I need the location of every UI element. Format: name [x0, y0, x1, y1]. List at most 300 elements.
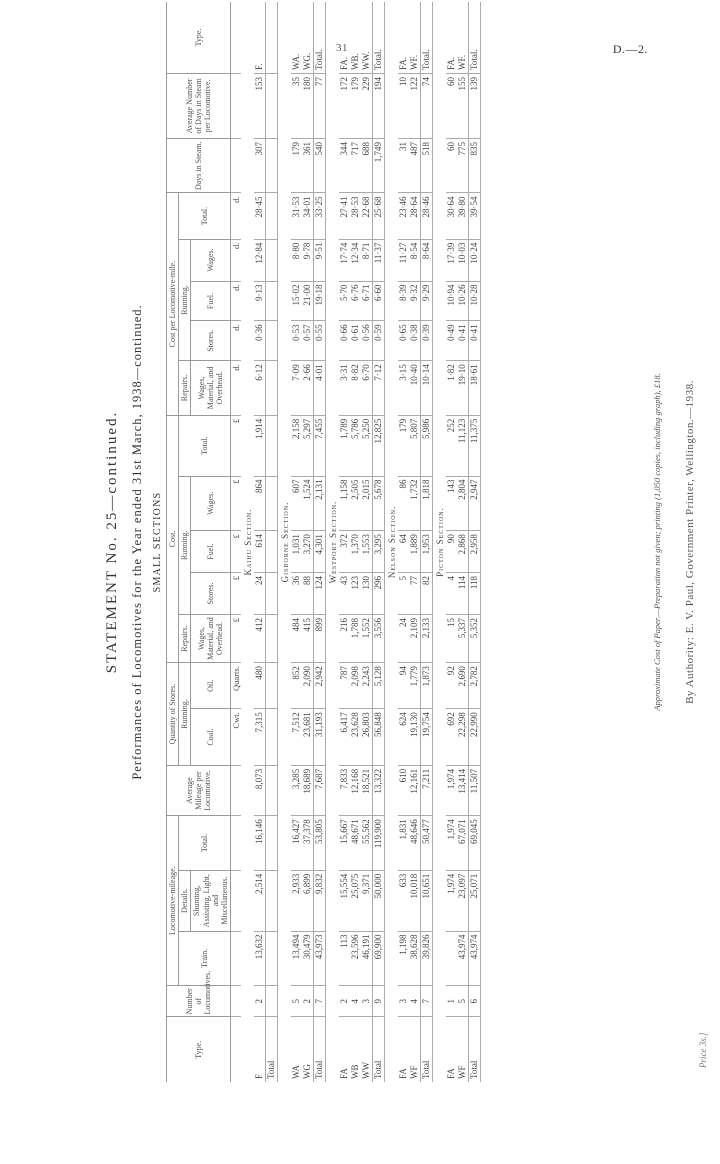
cell-shunt: 6,899 — [302, 870, 313, 931]
cell-stores: 124 — [314, 573, 326, 615]
header-wages-material: Wages, Material, and Overhead. — [191, 614, 231, 662]
cell-shunt: 10,651 — [421, 870, 433, 931]
cell-avg: 610 — [398, 765, 409, 815]
header-train: Train. — [179, 931, 231, 986]
cell-wages: 864 — [254, 476, 265, 531]
cell-ptotal: 28·45 — [254, 193, 265, 239]
header-coal: Coal. — [191, 709, 231, 766]
cell-rep: 2,109 — [409, 614, 420, 662]
cell-fuel: 64 — [398, 531, 409, 573]
cell-avgdays: 35 — [291, 73, 302, 138]
cell-pwages — [266, 239, 278, 281]
cell-pstores: 0·55 — [314, 321, 326, 361]
section-name: Kaihu Section. — [243, 508, 254, 576]
table-total-row — [373, 2, 385, 1082]
header-stores-mile: Stores. — [191, 321, 231, 361]
cell-train: 39,826 — [421, 931, 433, 986]
cell-wages: 2,015 — [361, 476, 372, 531]
cell-ctotal: 5,250 — [361, 415, 372, 476]
cell-type2: WA. — [291, 2, 302, 73]
cell-oil: 787 — [339, 663, 350, 709]
cell-oil: 1,873 — [421, 663, 433, 709]
cell-type: WG — [302, 1064, 313, 1079]
section-row — [241, 2, 254, 1082]
cell-type: Total — [266, 1017, 278, 1082]
section-name: Westport Section. — [328, 500, 339, 584]
header-cost-total: Total. — [179, 415, 231, 476]
unit-cell: d. — [231, 321, 242, 361]
cell-wages — [266, 476, 278, 531]
cell-fuel: 1,553 — [361, 531, 372, 573]
table-total-row — [314, 2, 326, 1082]
cell-pfuel: 21·00 — [302, 281, 313, 321]
cell-rep: 2,133 — [421, 614, 433, 662]
cell-coal: 19,130 — [409, 709, 420, 766]
locomotive-performance-table — [166, 2, 481, 1082]
unit-cell — [231, 138, 242, 193]
cell-n: 4 — [409, 986, 420, 1017]
cell-oil: 852 — [291, 663, 302, 709]
cell-coal: 22,990 — [468, 709, 480, 766]
cell-ptotal: 28·64 — [409, 193, 420, 239]
cell-stores: 88 — [302, 573, 313, 615]
cell-pwages: 12·84 — [254, 239, 265, 281]
header-running-qty: Running. — [179, 663, 191, 766]
unit-cell — [231, 1017, 242, 1082]
cell-coal: 7,512 — [291, 709, 302, 766]
cell-ptotal: 39·54 — [468, 193, 480, 239]
header-fuel-mile: Fuel. — [191, 281, 231, 321]
cell-avg: 1,974 — [446, 765, 457, 815]
cell-oil: 1,779 — [409, 663, 420, 709]
cell-type: Total — [468, 1017, 480, 1082]
cell-total: 16,427 — [291, 816, 302, 871]
table-total-row — [266, 2, 278, 1082]
header-cost-per-mile: Cost per Locomotive-mile. — [167, 193, 179, 415]
cell-avgdays: 180 — [302, 73, 313, 138]
cell-coal: 6,417 — [339, 709, 350, 766]
cell-prep: 6·70 — [361, 361, 372, 416]
cell-train — [266, 931, 278, 986]
unit-cell: £ — [231, 573, 242, 615]
cell-n: 3 — [398, 986, 409, 1017]
cell-pstores: 0·66 — [339, 321, 350, 361]
cell-pfuel: 19·18 — [314, 281, 326, 321]
cell-pstores — [266, 321, 278, 361]
cell-pstores: 0·41 — [457, 321, 468, 361]
cell-avgdays: 179 — [350, 73, 361, 138]
cell-avgdays: 139 — [468, 73, 480, 138]
cell-avgdays: 172 — [339, 73, 350, 138]
cell-wages: 607 — [291, 476, 302, 531]
cell-type: WW — [361, 1062, 372, 1079]
cell-coal: 56,848 — [373, 709, 385, 766]
cell-prep: 10·14 — [421, 361, 433, 416]
unit-cell: Quarts. — [231, 663, 242, 709]
cell-ptotal: 28·53 — [350, 193, 361, 239]
cell-type2: FA. — [398, 2, 409, 73]
cell-fuel: 2,958 — [468, 531, 480, 573]
cell-days — [266, 138, 278, 193]
cell-ctotal: 7,455 — [314, 415, 326, 476]
cell-stores: 24 — [254, 573, 265, 615]
cell-wages: 2,505 — [350, 476, 361, 531]
cell-prep: 8·82 — [350, 361, 361, 416]
cell-type2: WW. — [361, 2, 372, 73]
cell-wages: 5,678 — [373, 476, 385, 531]
cell-pwages: 8·80 — [291, 239, 302, 281]
cell-oil: 94 — [398, 663, 409, 709]
cell-type2: WG. — [302, 2, 313, 73]
header-loco-mileage: Locomotive-mileage. — [167, 816, 179, 986]
cell-ptotal: 28·46 — [421, 193, 433, 239]
cell-total: 55,562 — [361, 816, 372, 871]
cell-avg — [266, 765, 278, 815]
cell-avg: 12,161 — [409, 765, 420, 815]
cell-shunt: 1,974 — [446, 870, 457, 931]
cell-pwages: 11·27 — [398, 239, 409, 281]
cell-pwages: 8·54 — [409, 239, 420, 281]
cell-wages: 2,131 — [314, 476, 326, 531]
cell-pstores: 0·61 — [350, 321, 361, 361]
cell-prep: 19·10 — [457, 361, 468, 416]
cell-train: 13,632 — [254, 931, 265, 986]
cell-type2: WF. — [457, 2, 468, 73]
cell-fuel: 2,868 — [457, 531, 468, 573]
cell-wages: 2,804 — [457, 476, 468, 531]
cell-pfuel: 6·60 — [373, 281, 385, 321]
header-repairs: Repairs. — [179, 614, 191, 662]
cell-type: FA — [398, 1068, 409, 1079]
cell-type2: FA. — [446, 2, 457, 73]
cell-days: 775 — [457, 138, 468, 193]
cell-pfuel: 9·29 — [421, 281, 433, 321]
cell-avg: 12,168 — [350, 765, 361, 815]
cell-pfuel: 5·70 — [339, 281, 350, 321]
unit-cell: Cwt. — [231, 709, 242, 766]
cell-ctotal: 1,914 — [254, 415, 265, 476]
header-repairs-mile: Repairs. — [179, 361, 191, 416]
header-details: Details. — [179, 870, 191, 931]
cell-n: 3 — [361, 986, 372, 1017]
cell-type2 — [266, 2, 278, 73]
cell-days: 688 — [361, 138, 372, 193]
table-body — [231, 2, 481, 1082]
cell-pstores: 0·36 — [254, 321, 265, 361]
cell-train: 113 — [339, 931, 350, 986]
cell-avg: 11,507 — [468, 765, 480, 815]
cell-type: Total — [421, 1017, 433, 1082]
cell-total: 1,831 — [398, 816, 409, 871]
cell-total: 1,974 — [446, 816, 457, 871]
cell-prep: 7·12 — [373, 361, 385, 416]
section-row — [326, 2, 339, 1082]
cell-avg: 13,322 — [373, 765, 385, 815]
cell-total: 37,378 — [302, 816, 313, 871]
cell-train — [446, 931, 457, 986]
cell-rep: 899 — [314, 614, 326, 662]
cell-pwages: 17·39 — [446, 239, 457, 281]
cell-total: 15,667 — [339, 816, 350, 871]
cell-avg: 7,211 — [421, 765, 433, 815]
cell-ctotal — [266, 415, 278, 476]
cell-pfuel: 9·13 — [254, 281, 265, 321]
unit-cell: £ — [231, 476, 242, 531]
cell-avg: 18,689 — [302, 765, 313, 815]
cell-total: 16,146 — [254, 816, 265, 871]
section-label: SMALL SECTIONS — [152, 491, 163, 593]
cell-rep: 415 — [302, 614, 313, 662]
header-avg-mileage: Average Mileage per Locomotive. — [167, 765, 231, 815]
cell-oil: 5,128 — [373, 663, 385, 709]
cell-prep: 2·66 — [302, 361, 313, 416]
cell-ptotal: 22·68 — [361, 193, 372, 239]
cell-stores: 296 — [373, 573, 385, 615]
cell-train: 43,974 — [468, 931, 480, 986]
cell-stores: 123 — [350, 573, 361, 615]
cell-avgdays: 122 — [409, 73, 420, 138]
cell-rep: 1,788 — [350, 614, 361, 662]
cell-type2: WF. — [409, 2, 420, 73]
cell-pfuel: 8·39 — [398, 281, 409, 321]
cell-days: 835 — [468, 138, 480, 193]
header-running-mile: Running. — [179, 239, 191, 361]
cell-n: 4 — [350, 986, 361, 1017]
cell-days: 540 — [314, 138, 326, 193]
cell-train: 46,191 — [361, 931, 372, 986]
cell-ctotal: 5,807 — [409, 415, 420, 476]
cell-ctotal: 12,825 — [373, 415, 385, 476]
cell-fuel: 372 — [339, 531, 350, 573]
cell-n: 7 — [421, 986, 433, 1017]
cell-prep: 3·15 — [398, 361, 409, 416]
cell-shunt: 50,000 — [373, 870, 385, 931]
cell-total: 48,646 — [409, 816, 420, 871]
cell-days: 1,749 — [373, 138, 385, 193]
cell-stores: 5 — [398, 573, 409, 615]
cell-type: WA — [291, 1065, 302, 1079]
cell-prep: 1·82 — [446, 361, 457, 416]
cell-prep: 7·09 — [291, 361, 302, 416]
cell-stores — [266, 573, 278, 615]
cell-type: Total — [373, 1017, 385, 1082]
cell-ptotal: 25·68 — [373, 193, 385, 239]
page-number: 31 — [336, 42, 348, 54]
cell-avgdays: 74 — [421, 73, 433, 138]
cell-pfuel: 10·94 — [446, 281, 457, 321]
cell-pstores: 0·49 — [446, 321, 457, 361]
table-row — [398, 2, 409, 1082]
unit-cell: d. — [231, 193, 242, 239]
header-avg-days: Average Number of Days in Steam per Locomotive. — [167, 73, 231, 138]
cell-coal: 19,754 — [421, 709, 433, 766]
cell-avgdays: 229 — [361, 73, 372, 138]
cell-avg: 7,687 — [314, 765, 326, 815]
paper-cost-note: Approximate Cost of Paper.—Preparation not given; printing (1,050 copies, including graph), £18. — [652, 373, 662, 711]
table-row — [291, 2, 302, 1082]
cell-days: 60 — [446, 138, 457, 193]
cell-oil: 2,243 — [361, 663, 372, 709]
table-row — [409, 2, 420, 1082]
header-quantity-stores: Quantity of Stores. — [167, 663, 179, 766]
cell-pstores: 0·65 — [398, 321, 409, 361]
cell-stores: 118 — [468, 573, 480, 615]
cell-type: F — [254, 1073, 265, 1079]
cell-avgdays: 60 — [446, 73, 457, 138]
table-total-row — [468, 2, 480, 1082]
unit-cell — [231, 816, 242, 871]
cell-coal — [266, 709, 278, 766]
cell-ptotal: 31·53 — [291, 193, 302, 239]
table-row — [350, 2, 361, 1082]
cell-n: 6 — [468, 986, 480, 1017]
cell-fuel: 1,370 — [350, 531, 361, 573]
price-note: Price 3s.] — [698, 1032, 708, 1068]
cell-oil: 2,090 — [302, 663, 313, 709]
unit-cell — [231, 986, 242, 1017]
cell-ctotal: 5,786 — [350, 415, 361, 476]
cell-n: 2 — [254, 986, 265, 1017]
cell-pwages: 10·03 — [457, 239, 468, 281]
cell-ctotal: 5,297 — [302, 415, 313, 476]
cell-fuel: 1,953 — [421, 531, 433, 573]
cell-coal: 7,315 — [254, 709, 265, 766]
cell-prep: 3·31 — [339, 361, 350, 416]
cell-pfuel: 6·71 — [361, 281, 372, 321]
header-mileage-total: Total. — [179, 816, 231, 871]
cell-coal: 624 — [398, 709, 409, 766]
cell-avg: 8,073 — [254, 765, 265, 815]
cell-ptotal: 23·46 — [398, 193, 409, 239]
section-name: Picton Section. — [434, 507, 445, 577]
unit-cell: £ — [231, 415, 242, 476]
cell-pstores: 0·41 — [468, 321, 480, 361]
cell-rep: 5,337 — [457, 614, 468, 662]
header-type-right: Type. — [167, 2, 231, 73]
cell-pfuel — [266, 281, 278, 321]
cell-days: 518 — [421, 138, 433, 193]
cell-avgdays: 77 — [314, 73, 326, 138]
cell-oil: 2,782 — [468, 663, 480, 709]
section-name: Nelson Section. — [387, 505, 398, 579]
cell-days: 179 — [291, 138, 302, 193]
cell-ptotal: 33·25 — [314, 193, 326, 239]
cell-shunt: 2,514 — [254, 870, 265, 931]
cell-type: Total — [314, 1017, 326, 1082]
cell-coal: 23,681 — [302, 709, 313, 766]
cell-stores: 4 — [446, 573, 457, 615]
cell-rep: 5,352 — [468, 614, 480, 662]
unit-cell: £ — [231, 614, 242, 662]
cell-stores: 77 — [409, 573, 420, 615]
cell-type2: WB. — [350, 2, 361, 73]
cell-pwages: 12·34 — [350, 239, 361, 281]
cell-pfuel: 6·76 — [350, 281, 361, 321]
cell-oil: 480 — [254, 663, 265, 709]
unit-cell — [231, 765, 242, 815]
cell-pwages: 17·74 — [339, 239, 350, 281]
unit-cell — [231, 2, 242, 73]
cell-oil: 2,942 — [314, 663, 326, 709]
cell-pwages: 9·51 — [314, 239, 326, 281]
cell-avgdays: 10 — [398, 73, 409, 138]
cell-ctotal: 252 — [446, 415, 457, 476]
cell-fuel: 90 — [446, 531, 457, 573]
cell-shunt: 23,097 — [457, 870, 468, 931]
cell-prep: 4·01 — [314, 361, 326, 416]
cell-ctotal: 11,123 — [457, 415, 468, 476]
cell-train: 69,900 — [373, 931, 385, 986]
cell-avg: 18,521 — [361, 765, 372, 815]
cell-total: 69,045 — [468, 816, 480, 871]
cell-rep: 216 — [339, 614, 350, 662]
cell-avgdays: 194 — [373, 73, 385, 138]
cell-n — [266, 986, 278, 1017]
cell-avg: 3,285 — [291, 765, 302, 815]
cell-pfuel: 10·28 — [468, 281, 480, 321]
cell-avgdays: 155 — [457, 73, 468, 138]
cell-train: 1,198 — [398, 931, 409, 986]
unit-cell: d. — [231, 361, 242, 416]
header-days-steam: Days in Steam. — [167, 138, 231, 193]
cell-stores: 130 — [361, 573, 372, 615]
cell-pstores: 0·59 — [373, 321, 385, 361]
cell-total: 53,805 — [314, 816, 326, 871]
cell-ptotal: 34·01 — [302, 193, 313, 239]
cell-train: 43,974 — [457, 931, 468, 986]
cell-shunt: 633 — [398, 870, 409, 931]
table-row — [457, 2, 468, 1082]
section-name: Gisborne Section. — [280, 501, 291, 583]
cell-ctotal: 1,789 — [339, 415, 350, 476]
header-wages-material-mile: Wages, Material, and Overhead. — [191, 361, 231, 416]
cell-coal: 26,803 — [361, 709, 372, 766]
cell-n: 1 — [446, 986, 457, 1017]
cell-type2: Total. — [373, 2, 385, 73]
cell-train: 13,494 — [291, 931, 302, 986]
cell-stores: 82 — [421, 573, 433, 615]
cell-n: 7 — [314, 986, 326, 1017]
cell-wages: 143 — [446, 476, 457, 531]
cell-pfuel: 9·32 — [409, 281, 420, 321]
table-total-row — [421, 2, 433, 1082]
cell-days: 487 — [409, 138, 420, 193]
cell-rep: 15 — [446, 614, 457, 662]
cell-prep: 18·61 — [468, 361, 480, 416]
cell-wages: 1,524 — [302, 476, 313, 531]
cell-pfuel: 10·26 — [457, 281, 468, 321]
header-fuel: Fuel. — [191, 531, 231, 573]
cell-type: WF — [409, 1065, 420, 1079]
cell-rep: 412 — [254, 614, 265, 662]
cell-oil — [266, 663, 278, 709]
cell-shunt: 10,018 — [409, 870, 420, 931]
cell-pwages: 8·71 — [361, 239, 372, 281]
cell-total: 67,071 — [457, 816, 468, 871]
cell-n: 9 — [373, 986, 385, 1017]
cell-avgdays: 153 — [254, 73, 265, 138]
cell-avgdays — [266, 73, 278, 138]
cell-wages: 1,158 — [339, 476, 350, 531]
units-row — [231, 2, 242, 1082]
cell-type: WB — [350, 1064, 361, 1079]
cell-total: 48,671 — [350, 816, 361, 871]
cell-days: 344 — [339, 138, 350, 193]
cell-train: 30,479 — [302, 931, 313, 986]
cell-fuel: 614 — [254, 531, 265, 573]
cell-pstores: 0·57 — [302, 321, 313, 361]
cell-avg: 7,833 — [339, 765, 350, 815]
